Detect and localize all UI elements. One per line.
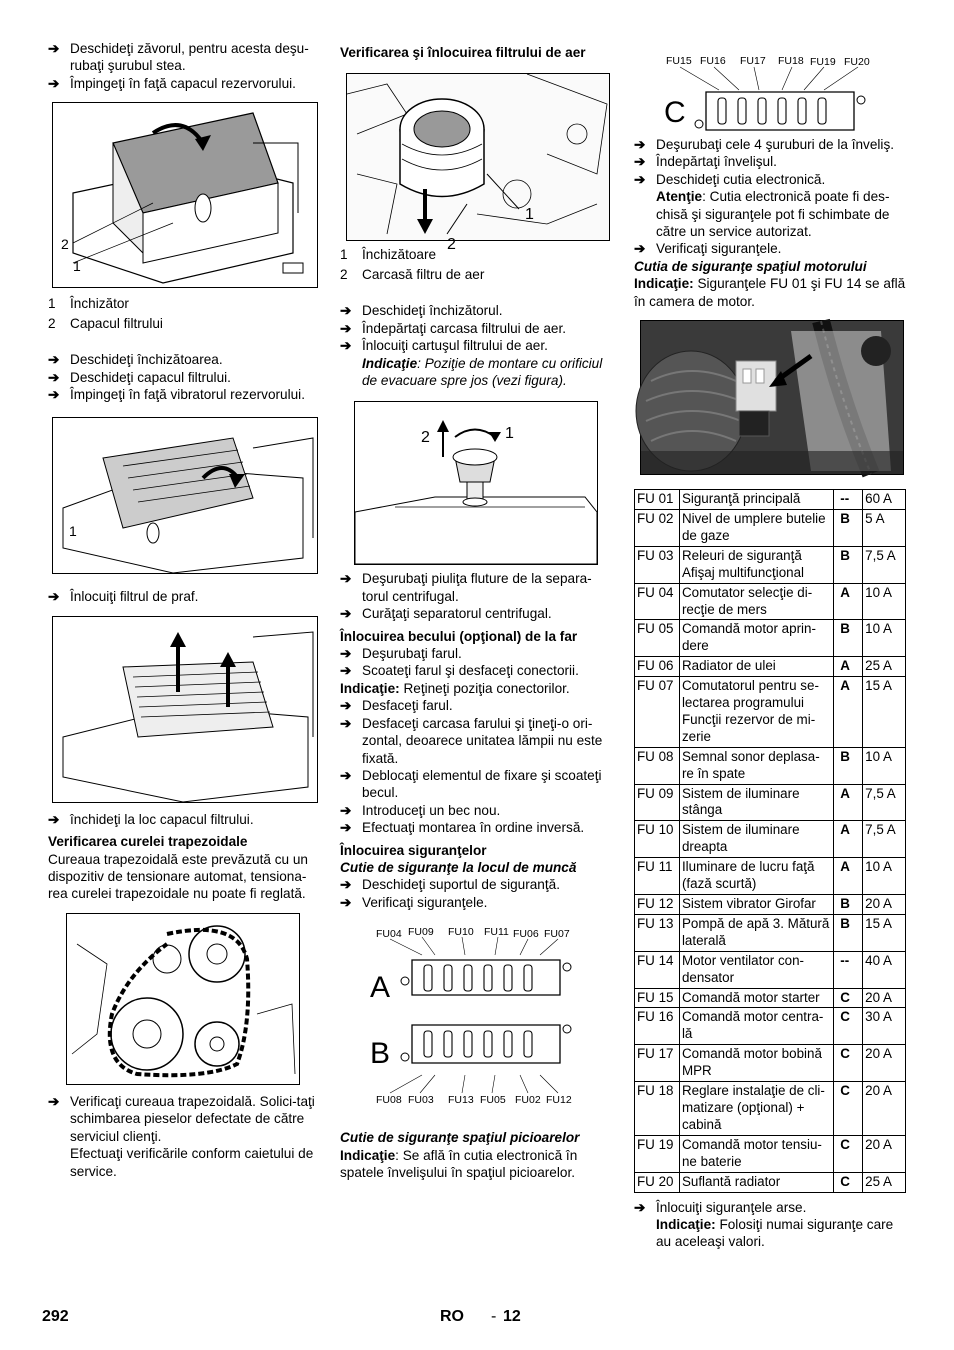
fuse-row <box>635 858 906 895</box>
step: ➔ Deschideţi închizătoarea. <box>48 352 223 368</box>
fuse-row <box>635 1008 906 1045</box>
subheading: Cutie de siguranţe la locul de muncă <box>340 859 577 875</box>
fuse-id: FU 20 <box>635 1172 680 1192</box>
fuse-row <box>635 1082 906 1136</box>
column-2 <box>340 44 615 1181</box>
fuse-row <box>635 620 906 657</box>
figure-label: 1 <box>505 425 514 443</box>
fuse-id: FU 01 <box>635 490 680 510</box>
fuse-box: A <box>834 657 863 677</box>
fuse-label: FU20 <box>844 56 870 68</box>
fuse-label: FU19 <box>810 56 836 68</box>
fuse-box: B <box>834 747 863 784</box>
language-code: RO <box>440 1308 464 1325</box>
fuse-table <box>634 489 906 1192</box>
fuse-rating: 30 A <box>863 1008 906 1045</box>
section-heading: Verificarea curelei trapezoidale <box>48 834 248 850</box>
fuse-row <box>635 490 906 510</box>
fuse-label: FU16 <box>700 55 726 67</box>
fuse-id: FU 06 <box>635 657 680 677</box>
legend-item: 1 Închizătoare <box>340 247 437 263</box>
step-note: Atenţie: Cutia electronică poate fi des-chisă şi siguranţele pot fi schimbate de către un service autorizat. <box>656 189 890 240</box>
fuse-rating: 7,5 A <box>863 821 906 858</box>
fuse-row <box>635 509 906 546</box>
legend-item: 2 Carcasă filtru de aer <box>340 266 485 282</box>
figure-label: 2 <box>447 236 456 254</box>
fuse-label: FU08 <box>376 1094 402 1107</box>
fuse-description: Suflantă radiator <box>679 1172 833 1192</box>
fuse-box-c-figure <box>664 52 904 132</box>
fuse-label: FU18 <box>778 55 804 67</box>
step: ➔ Verificaţi cureaua trapezoidală. Solici-taţi schimbarea pieselor defectate de către serviciul clienţi. <box>48 1093 315 1144</box>
figure-label: 1 <box>525 206 534 224</box>
step: ➔ Împingeţi în faţă capacul rezervorului. <box>48 75 296 91</box>
fuse-label: FU11 <box>484 926 509 939</box>
fuse-box-letter: B <box>370 1037 391 1071</box>
step-note: Efectuaţi verificările conform caietului de service. <box>70 1146 314 1179</box>
fuse-description: Iluminare de lucru faţă (fază scurtă) <box>679 858 833 895</box>
fuse-row <box>635 951 906 988</box>
fuse-label: FU09 <box>408 926 434 939</box>
fuse-box: B <box>834 914 863 951</box>
step: ➔ Împingeţi în faţă vibratorul rezervorului. <box>48 387 305 403</box>
vibrator-figure <box>52 417 318 574</box>
fuse-id: FU 10 <box>635 821 680 858</box>
step: ➔ Verificaţi siguranţele. <box>340 894 488 910</box>
fuse-rating: 60 A <box>863 490 906 510</box>
step: ➔ Deşurubaţi piuliţa fluture de la separa-torul centrifugal. <box>340 571 592 604</box>
fuse-rating: 10 A <box>863 583 906 620</box>
fuse-rating: 10 A <box>863 620 906 657</box>
column-3 <box>634 52 909 1251</box>
fuse-box: A <box>834 784 863 821</box>
fuse-id: FU 11 <box>635 858 680 895</box>
step: ➔ Desfaceţi carcasa farului şi ţineţi-o ori-zontal, deoarece unitatea lămpii nu este fixată. <box>340 715 603 766</box>
fuse-id: FU 08 <box>635 747 680 784</box>
legend-item: 1 Închizător <box>48 296 129 312</box>
figure-label: 2 <box>421 429 430 447</box>
air-filter-figure <box>346 73 610 254</box>
fuse-box: A <box>834 858 863 895</box>
fuse-description: Sistem de iluminare dreapta <box>679 821 833 858</box>
engine-fuse-photo <box>640 320 904 475</box>
fuse-box-letter: A <box>370 971 391 1005</box>
step: ➔ Deblocaţi elementul de fixare şi scoateţi becul. <box>340 767 602 801</box>
fuse-rating: 25 A <box>863 1172 906 1192</box>
fuse-description: Releuri de siguranţă Afişaj multifuncţional <box>679 546 833 583</box>
fuse-rating: 20 A <box>863 988 906 1008</box>
fuse-row <box>635 914 906 951</box>
fuse-id: FU 05 <box>635 620 680 657</box>
fuse-label: FU04 <box>376 928 402 941</box>
step: ➔ Deschideţi capacul filtrului. <box>48 369 231 385</box>
fuse-row <box>635 821 906 858</box>
step: ➔ Deschideţi cutia electronică. <box>634 171 826 187</box>
fuse-label: FU03 <box>408 1094 434 1107</box>
fuse-box: C <box>834 1082 863 1136</box>
fuse-label: FU15 <box>666 55 692 67</box>
fuse-id: FU 18 <box>635 1082 680 1136</box>
fuse-box: C <box>834 1045 863 1082</box>
fuse-box-letter: C <box>664 96 686 129</box>
step: ➔ Introduceţi un bec nou. <box>340 802 501 818</box>
fuse-label: FU13 <box>448 1094 474 1107</box>
step: ➔ Deschideţi zăvorul, pentru acesta deşu-rubaţi şurubul stea. <box>48 41 309 74</box>
fuse-description: Comandă motor bobină MPR <box>679 1045 833 1082</box>
fuse-box-ab-figure <box>370 925 610 1105</box>
subheading: Cutie de siguranţe spaţiul picioarelor <box>340 1130 580 1146</box>
fuse-row <box>635 747 906 784</box>
step: ➔ Deşurubaţi cele 4 şuruburi de la înveliş. <box>634 137 895 152</box>
step: ➔ Verificaţi siguranţele. <box>634 241 782 257</box>
step: ➔ Înlocuiţi siguranţele arse. <box>634 1199 807 1215</box>
legend-item: 2 Capacul filtrului <box>48 315 163 331</box>
fuse-label: FU07 <box>544 928 570 941</box>
fuse-id: FU 12 <box>635 895 680 915</box>
page-separator: - <box>491 1308 497 1325</box>
dust-filter-figure <box>52 616 318 803</box>
fuse-rating: 20 A <box>863 1045 906 1082</box>
section-page: 12 <box>503 1308 521 1325</box>
fuse-id: FU 09 <box>635 784 680 821</box>
fuse-box: B <box>834 546 863 583</box>
tank-cover-figure <box>52 102 318 288</box>
fuse-description: Sistem vibrator Girofar <box>679 895 833 915</box>
fuse-box: C <box>834 1008 863 1045</box>
fuse-id: FU 17 <box>635 1045 680 1082</box>
fuse-rating: 7,5 A <box>863 546 906 583</box>
paragraph: Cureaua trapezoidală este prevăzută cu un dispozitiv de tensionare automat, tensiona-rea curelei trapezoidale nu poate fi reglată. <box>48 851 308 902</box>
figure-label: 2 <box>61 236 69 253</box>
section-heading: Înlocuirea becului (opţional) de la far <box>340 628 578 644</box>
note: Indicaţie: Siguranţele FU 01 şi FU 14 se află în camera de motor. <box>634 276 906 309</box>
fuse-id: FU 14 <box>635 951 680 988</box>
fuse-id: FU 03 <box>635 546 680 583</box>
fuse-row <box>635 1135 906 1172</box>
fuse-row <box>635 657 906 677</box>
fuse-box: -- <box>834 490 863 510</box>
step: ➔ Îndepărtaţi învelişul. <box>634 154 777 170</box>
fuse-description: Comandă motor starter <box>679 988 833 1008</box>
fuse-label: FU06 <box>513 928 539 941</box>
fuse-description: Comandă motor centra-lă <box>679 1008 833 1045</box>
fuse-rating: 20 A <box>863 895 906 915</box>
step: ➔ Deşurubaţi farul. <box>340 646 462 662</box>
fuse-box: -- <box>834 951 863 988</box>
fuse-row <box>635 988 906 1008</box>
fuse-description: Comutator selecţie di-recţie de mers <box>679 583 833 620</box>
fuse-box: B <box>834 620 863 657</box>
fuse-rating: 15 A <box>863 677 906 748</box>
figure-label: 1 <box>69 523 77 540</box>
fuse-label: FU10 <box>448 926 474 939</box>
fuse-row <box>635 784 906 821</box>
step: ➔ închideţi la loc capacul filtrului. <box>48 811 254 827</box>
fuse-box: A <box>834 821 863 858</box>
step-note: Indicaţie: Folosiţi numai siguranţe care au aceleaşi valori. <box>656 1216 894 1250</box>
fuse-id: FU 07 <box>635 677 680 748</box>
step: ➔ Efectuaţi montarea în ordine inversă. <box>340 820 585 836</box>
fuse-description: Pompă de apă 3. Mătură laterală <box>679 914 833 951</box>
step: ➔ Înlocuiţi cartuşul filtrului de aer. <box>340 338 548 354</box>
fuse-box: C <box>834 1135 863 1172</box>
fuse-label: FU12 <box>546 1094 572 1107</box>
page-number: 292 <box>42 1308 69 1325</box>
step: ➔ Îndepărtaţi carcasa filtrului de aer. <box>340 320 567 336</box>
column-1 <box>48 40 323 1180</box>
step: ➔ Desfaceţi farul. <box>340 698 453 714</box>
fuse-box: A <box>834 583 863 620</box>
fuse-description: Reglare instalaţie de cli-matizare (opţional) + cabină <box>679 1082 833 1136</box>
fuse-box: B <box>834 509 863 546</box>
step: ➔ Curăţaţi separatorul centrifugal. <box>340 606 552 622</box>
fuse-description: Sistem de iluminare stânga <box>679 784 833 821</box>
fuse-description: Comandă motor tensiu-ne baterie <box>679 1135 833 1172</box>
fuse-rating: 7,5 A <box>863 784 906 821</box>
figure-label: 1 <box>73 258 81 275</box>
fuse-row <box>635 1045 906 1082</box>
fuse-label: FU17 <box>740 55 766 67</box>
fuse-rating: 25 A <box>863 657 906 677</box>
fuse-row <box>635 546 906 583</box>
step-note: Indicaţie: Poziţie de montare cu orificiul de evacuare spre jos (vezi figura). <box>362 355 603 389</box>
fuse-id: FU 13 <box>635 914 680 951</box>
note: Indicaţie: Reţineţi poziţia conectorilor. <box>340 680 570 696</box>
fuse-description: Nivel de umplere butelie de gaze <box>679 509 833 546</box>
fuse-box: C <box>834 1172 863 1192</box>
fuse-id: FU 04 <box>635 583 680 620</box>
fuse-rating: 20 A <box>863 1135 906 1172</box>
section-heading: Înlocuirea siguranţelor <box>340 842 487 858</box>
fuse-row <box>635 583 906 620</box>
fuse-rating: 40 A <box>863 951 906 988</box>
fuse-label: FU05 <box>480 1094 506 1107</box>
fuse-id: FU 02 <box>635 509 680 546</box>
step: ➔ Înlocuiţi filtrul de praf. <box>48 589 199 605</box>
separator-figure <box>354 401 598 565</box>
fuse-box: C <box>834 988 863 1008</box>
fuse-rating: 10 A <box>863 858 906 895</box>
fuse-description: Motor ventilator con-densator <box>679 951 833 988</box>
fuse-row <box>635 895 906 915</box>
fuse-box: A <box>834 677 863 748</box>
fuse-rating: 10 A <box>863 747 906 784</box>
step: ➔ Deschideţi suportul de siguranţă. <box>340 877 560 893</box>
subheading: Cutia de siguranţe spaţiul motorului <box>634 258 867 274</box>
fuse-rating: 20 A <box>863 1082 906 1136</box>
fuse-label: FU02 <box>515 1094 541 1107</box>
fuse-rating: 15 A <box>863 914 906 951</box>
section-heading: Verificarea şi înlocuirea filtrului de aer <box>340 45 586 60</box>
step: ➔ Scoateţi farul şi desfaceţi conectorii. <box>340 663 579 679</box>
fuse-description: Comandă motor aprin-dere <box>679 620 833 657</box>
fuse-id: FU 19 <box>635 1135 680 1172</box>
fuse-box: B <box>834 895 863 915</box>
fuse-row <box>635 677 906 748</box>
step: ➔ Deschideţi închizătorul. <box>340 303 503 319</box>
fuse-id: FU 15 <box>635 988 680 1008</box>
fuse-row <box>635 1172 906 1192</box>
fuse-description: Comutatorul pentru se-lectarea programului Funcţii rezervor de mi-zerie <box>679 677 833 748</box>
fuse-description: Radiator de ulei <box>679 657 833 677</box>
note: Indicaţie: Se află în cutia electronică în spatele învelişului în spaţiul picioarelor. <box>340 1147 578 1180</box>
fuse-rating: 5 A <box>863 509 906 546</box>
fuse-id: FU 16 <box>635 1008 680 1045</box>
fuse-description: Siguranţă principală <box>679 490 833 510</box>
belt-figure <box>66 913 300 1085</box>
fuse-description: Semnal sonor deplasa-re în spate <box>679 747 833 784</box>
